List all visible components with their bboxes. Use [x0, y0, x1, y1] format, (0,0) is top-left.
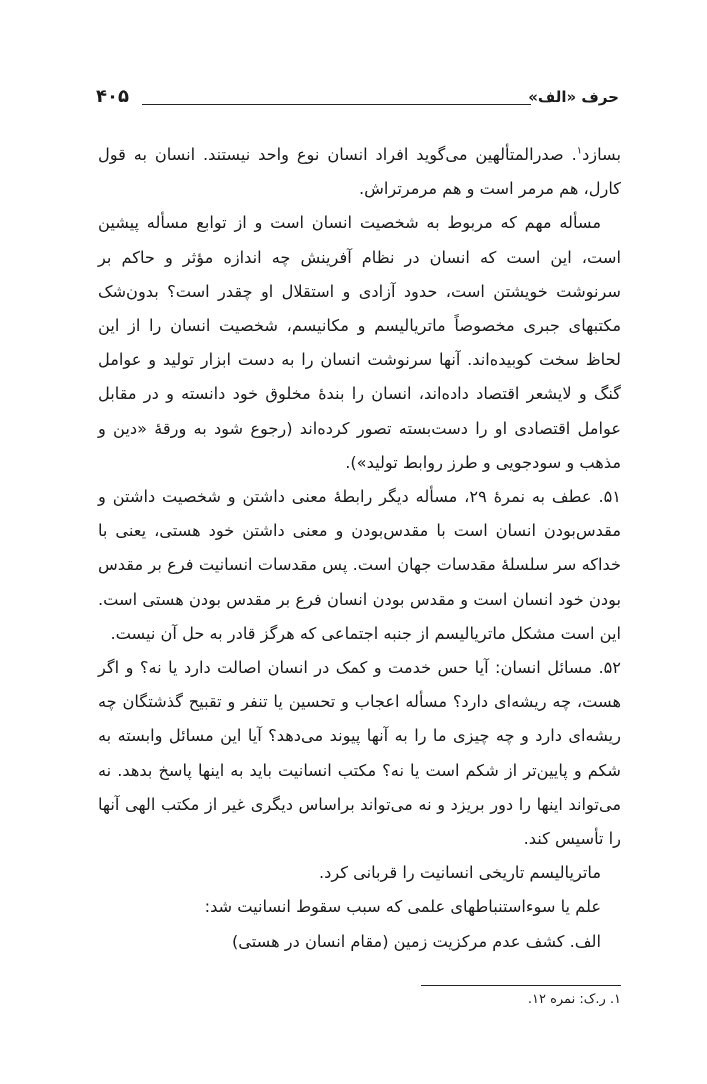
header-rule	[142, 104, 531, 105]
paragraph-1	[98, 138, 621, 206]
paragraph-1-start: بسازد	[582, 145, 621, 164]
page-number: ۴۰۵	[96, 86, 129, 107]
footnote-rule	[421, 985, 621, 986]
footnote-marker: ۱	[576, 145, 583, 157]
paragraph-51: ۵۱. عطف به نمرهٔ ۲۹، مسأله دیگر رابطهٔ معنی داشتن و شخصیت داشتن و مقدس‌بودن انسان است با مقدس‌بودن و معنی داشتن خود هستی، یعنی با خداکه سر سلسلهٔ مقدسات جهان است. پس مقدسات انسانیت فرع بر مقدس بودن خود انسان است و مقدس بودن انسان فرع بر مقدس بودن هستی است. این است مشکل ماتریالیسم از جنبه اجتماعی که هرگز قادر به حل آن نیست.	[98, 487, 621, 643]
paragraph-alef: الف. کشف عدم مرکزیت زمین (مقام انسان در هستی)	[231, 931, 601, 951]
footnote: ۱. ر.ک: نمره ۱۲.	[527, 992, 621, 1007]
paragraph-2: مسأله مهم که مربوط به شخصیت انسان است و از توابع مسأله پیشین است، این است که انسان در نظام آفرینش چه اندازه مؤثر و حاکم بر سرنوشت خویشتن است، حدود آزادی و استقلال او چقدر است؟ بدون‌شک مکتبهای جبری مخصوصاً ماتریالیسم و مکانیسم، شخصیت انسان را از این لحاظ سخت کوبیده‌اند. آنها سرنوشت انسان را به دست ابزار تولید و عوامل گنگ و لایشعر اقتصاد داده‌اند، انسان را بندهٔ مخلوق خود دانسته و در مقابل عوامل اقتصادی او را دست‌بسته تصور کرده‌اند (رجوع شود به ورقهٔ «دین و مذهب و سودجویی و طرز روابط تولید»).	[98, 213, 621, 472]
paragraph-historical-materialism: ماتریالیسم تاریخی انسانیت را قربانی کرد.	[318, 863, 601, 883]
paragraph-1-rest: . صدرالمتألهین می‌گوید افراد انسان نوع واحد نیستند. انسان به قول کارل، هم مرمر است و هم مرمرتراش.	[98, 145, 621, 199]
page-body	[98, 138, 621, 959]
running-title: حرف «الف»	[528, 88, 619, 106]
paragraph-52: ۵۲. مسائل انسان: آیا حس خدمت و کمک در انسان اصالت دارد یا نه؟ و اگر هست، چه ریشه‌ای دارد؟ مسأله اعجاب و تحسین یا تنفر و تقبیح گذشتگان چه ریشه‌ای دارد و چه چیزی ما را به آنها پیوند می‌دهد؟ آیا این مسائل وابسته به شکم و پایین‌تر از شکم است یا نه؟ مکتب انسانیت باید به اینها پاسخ بدهد. نه می‌تواند اینها را دور بریزد و نه می‌تواند براساس دیگری غیر از مکتب الهی آنها را تأسیس کند.	[98, 658, 621, 849]
page-header	[96, 88, 619, 114]
paragraph-science: علم یا سوءاستنباطهای علمی که سبب سقوط انسانیت شد:	[204, 897, 601, 917]
